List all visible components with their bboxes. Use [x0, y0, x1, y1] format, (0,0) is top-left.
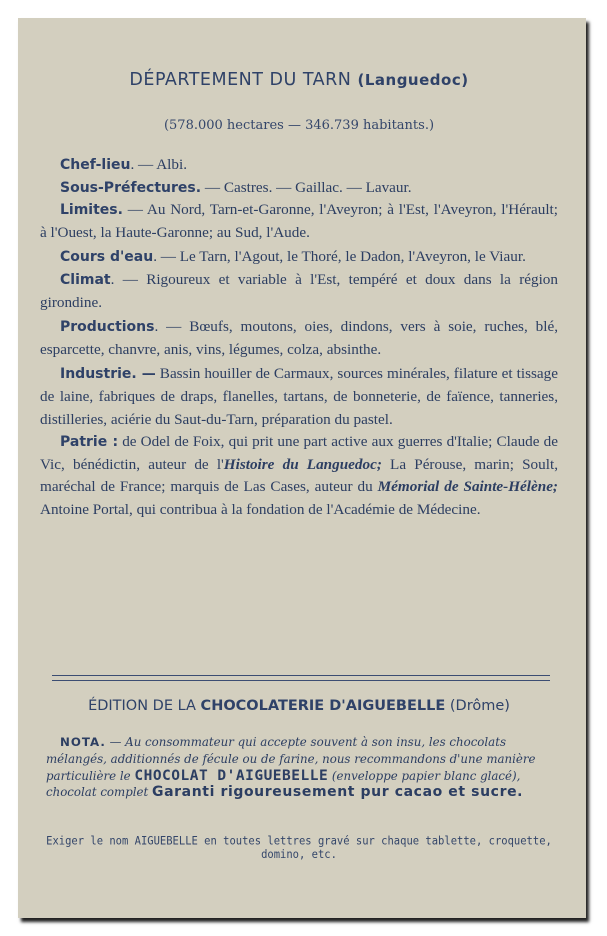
entry-industrie — [40, 363, 558, 431]
entry-label: Industrie. — — [60, 366, 156, 383]
entry-text: . — Bœufs, moutons, oies, dindons, vers à soie, ruches, blé, esparcette, chanvre, anis, vins, légumes, colza, absinthe. — [40, 318, 558, 358]
entry-list — [40, 154, 558, 522]
entry-text: Antoine Portal, qui contribua à la fondation de l'Académie de Médecine. — [40, 500, 481, 518]
divider-bottom — [52, 680, 550, 681]
entry-chef-lieu — [40, 154, 558, 177]
entry-text: Bassin houiller de Carmaux, sources minérales, filature et tissage de laine, fabriques de draps, flanelles, tartans, de bonneterie, de faïence, tanneries, distilleries, aciérie du Saut-du-Tarn, préparation du pastel. — [40, 365, 558, 428]
entry-text: — Au Nord, Tarn-et-Garonne, l'Aveyron; à l'Est, l'Aveyron, l'Hérault; à l'Ouest, la Haute-Garonne; au Sud, l'Aude. — [40, 201, 558, 241]
entry-text: — Castres. — Gaillac. — Lavaur. — [201, 178, 412, 196]
entry-climat — [40, 269, 558, 314]
area-population: (578.000 hectares — 346.739 habitants.) — [163, 118, 435, 133]
entry-label: Chef-lieu — [60, 157, 131, 173]
footer-note: Exiger le nom AIGUEBELLE en toutes lettres gravé sur chaque tablette, croquette, domino, etc. — [46, 834, 552, 862]
entry-label: Limites. — [60, 202, 123, 219]
entry-label: Productions — [60, 319, 155, 336]
nota-label: NOTA. — [60, 735, 106, 749]
entry-text: . — Albi. — [130, 156, 187, 173]
region-name: (Languedoc) — [357, 71, 469, 89]
nota-text: — Au consommateur qui accepte souvent à son insu, les chocolats mélangés, additionnés de fécule ou de farine, nous recommandons d'une manière particulière le — [46, 735, 536, 783]
nota-brand: CHOCOLAT D'AIGUEBELLE — [134, 767, 329, 784]
entry-patrie — [40, 431, 558, 521]
entry-text: . — Rigoureux et variable à l'Est, tempéré et doux dans la région girondine. — [40, 270, 558, 311]
edition-brand: CHOCOLATERIE D'AIGUEBELLE — [200, 698, 446, 714]
postcard — [18, 18, 586, 918]
entry-sous-prefectures — [40, 177, 558, 200]
entry-text: La Pérouse, marin; Soult, maréchal de France; marquis de Las Cases, auteur du — [40, 455, 558, 496]
entry-cours-d-eau — [40, 246, 558, 269]
entry-label: Cours d'eau — [60, 249, 154, 266]
page-title — [40, 70, 558, 90]
divider-top — [52, 675, 550, 676]
edition-suffix: (Drôme) — [449, 698, 510, 714]
nota-guarantee: Garanti rigoureusement pur cacao et sucre. — [152, 784, 524, 801]
nota-text: (enveloppe papier blanc glacé), chocolat complet — [46, 768, 521, 800]
entry-label: Climat — [60, 271, 111, 288]
nota-paragraph — [46, 734, 558, 801]
entry-limites — [40, 199, 558, 244]
book-title: Histoire du Languedoc; — [223, 455, 382, 473]
entry-text: de Odel de Foix, qui prit une part active aux guerres d'Italie; Claude de Vic, bénédictin, auteur de l' — [40, 433, 558, 473]
book-title: Mémorial de Sainte-Hélène; — [377, 478, 558, 496]
edition-prefix: ÉDITION DE LA — [88, 698, 196, 714]
department-name: DÉPARTEMENT DU TARN — [129, 70, 352, 90]
edition-line — [40, 698, 558, 714]
entry-productions — [40, 316, 558, 361]
entry-label: Patrie : — [60, 434, 119, 451]
entry-label: Sous-Préfectures. — [60, 179, 202, 196]
entry-text: . — Le Tarn, l'Agout, le Thoré, le Dadon, l'Aveyron, le Viaur. — [153, 248, 526, 266]
